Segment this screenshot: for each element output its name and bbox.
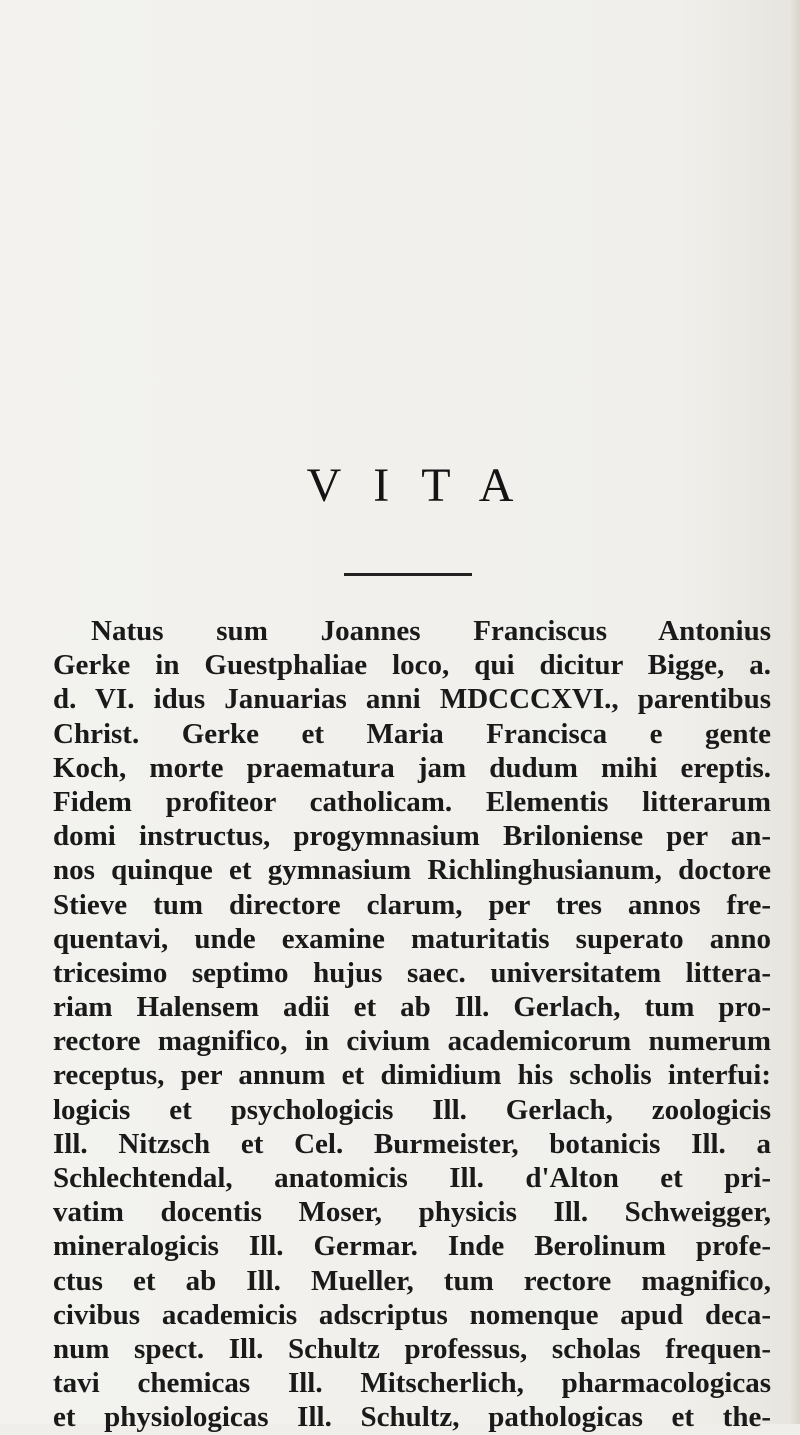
text-line: num spect. Ill. Schultz professus, scholas frequen- — [53, 1332, 771, 1365]
text-line: ctus et ab Ill. Mueller, tum rectore magnifico, — [53, 1264, 771, 1297]
title-divider — [344, 573, 472, 576]
text-line: riam Halensem adii et ab Ill. Gerlach, tum pro- — [53, 991, 771, 1024]
text-line: Christ. Gerke et Maria Francisca e gente — [53, 717, 771, 750]
text-line: et physiologicas Ill. Schultz, pathologicas et the- — [53, 1401, 771, 1434]
text-line: nos quinque et gymnasium Richlinghusianum, doctore — [53, 854, 771, 887]
text-line: Gerke in Guestphaliae loco, qui dicitur Bigge, a. — [53, 649, 771, 682]
text-line: vatim docentis Moser, physicis Ill. Schweigger, — [53, 1196, 771, 1229]
text-line: Fidem profiteor catholicam. Elementis litterarum — [53, 785, 771, 818]
text-line: tavi chemicas Ill. Mitscherlich, pharmacologicas — [53, 1367, 771, 1400]
text-line: Koch, morte praematura jam dudum mihi ereptis. — [53, 751, 771, 784]
text-line: domi instructus, progymnasium Briloniense per an- — [53, 820, 771, 853]
text-line: Schlechtendal, anatomicis Ill. d'Alton et pri- — [53, 1162, 771, 1194]
text-line: civibus academicis adscriptus nomenque apud deca- — [53, 1298, 771, 1331]
text-line: quentavi, unde examine maturitatis superato anno — [53, 922, 771, 955]
text-line: tricesimo septimo hujus saec. universitatem littera- — [53, 956, 771, 989]
page-title: VITA — [306, 459, 546, 512]
text-line: d. VI. idus Januarias anni MDCCCXVI., parentibus — [53, 683, 771, 716]
text-line: Stieve tum directore clarum, per tres annos fre- — [53, 888, 771, 921]
text-line: receptus, per annum et dimidium his scholis interfui: — [53, 1059, 771, 1092]
biography-text — [53, 614, 771, 1435]
text-line: Ill. Nitzsch et Cel. Burmeister, botanicis Ill. a — [53, 1127, 771, 1160]
text-line: rectore magnifico, in civium academicorum numerum — [53, 1025, 771, 1058]
page-edge-shadow — [790, 0, 800, 1424]
text-line: logicis et psychologicis Ill. Gerlach, zoologicis — [53, 1093, 771, 1126]
text-line: Natus sum Joannes Franciscus Antonius — [91, 615, 771, 647]
text-line: mineralogicis Ill. Germar. Inde Berolinum profe- — [53, 1230, 771, 1263]
